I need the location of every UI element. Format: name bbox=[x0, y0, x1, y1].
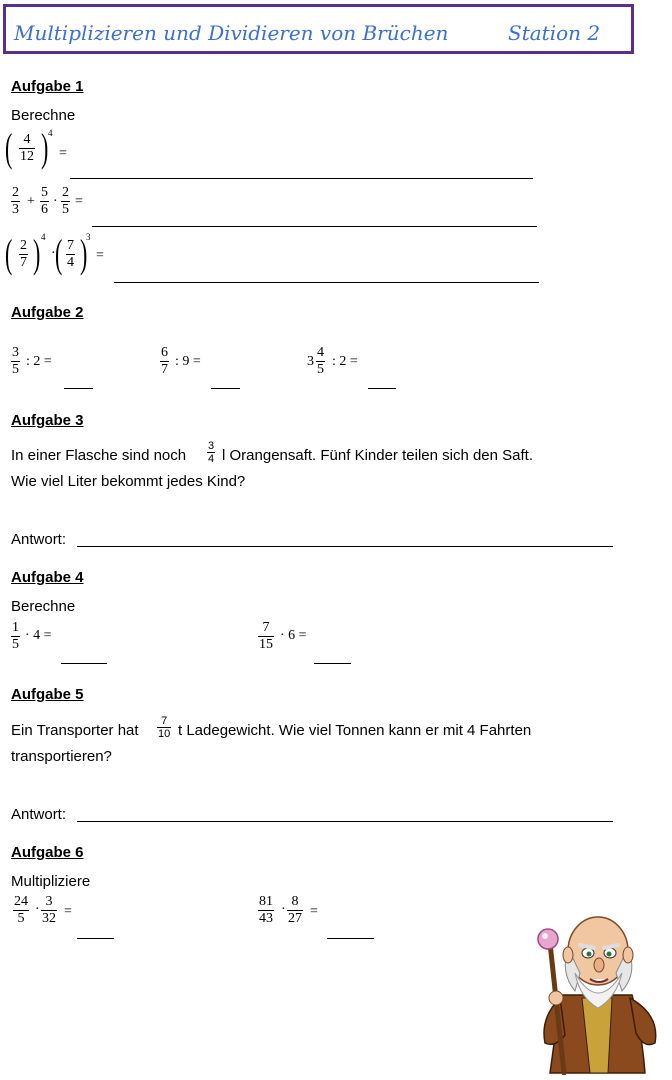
inline-fraction: $\frac{3}{4}$ bbox=[208, 440, 215, 465]
task-3-answer-label: Antwort: bbox=[11, 531, 67, 548]
fraction: $\frac{3}{5}$ bbox=[12, 345, 19, 377]
task-5-text-part-1: Ein Transporter hat bbox=[11, 722, 139, 739]
task-6-instruction: Multipliziere bbox=[11, 873, 91, 890]
task-4-heading: Aufgabe 4 bbox=[11, 569, 84, 586]
right-paren: ) bbox=[32, 231, 41, 276]
right-paren: ) bbox=[79, 231, 88, 276]
task-3-text-part-1: In einer Flasche sind noch bbox=[11, 447, 187, 464]
fraction: $\frac{2}{3}$ bbox=[12, 185, 19, 217]
fraction: $\frac{7}{15}$ bbox=[259, 620, 273, 652]
division-expression: : 9 = bbox=[175, 354, 201, 369]
left-paren: ( bbox=[54, 231, 63, 276]
division-expression: : 2 = bbox=[26, 354, 52, 369]
division-expression: : 2 = bbox=[332, 354, 358, 369]
answer-line bbox=[64, 388, 93, 389]
multiplication-expression: · 4 = bbox=[25, 628, 52, 643]
left-paren: ( bbox=[4, 125, 13, 170]
fraction: $\frac{6}{7}$ bbox=[161, 345, 168, 377]
task-3-heading: Aufgabe 3 bbox=[11, 412, 84, 429]
fraction: $\frac{24}{5}$ bbox=[14, 894, 28, 926]
fraction: $\frac{2}{5}$ bbox=[62, 185, 69, 217]
answer-line bbox=[211, 388, 240, 389]
answer-line bbox=[114, 282, 539, 283]
worksheet-title: Multiplizieren und Dividieren von Brüchen bbox=[14, 21, 449, 45]
task-4-instruction: Berechne bbox=[11, 598, 76, 615]
whole-number: 3 bbox=[307, 354, 314, 369]
exponent: 3 bbox=[86, 232, 91, 242]
fraction: $\frac{5}{6}$ bbox=[41, 185, 48, 217]
answer-line bbox=[70, 178, 533, 179]
task-5-heading: Aufgabe 5 bbox=[11, 686, 84, 703]
fraction: $\frac{2}{7}$ bbox=[20, 238, 27, 270]
dot-operator: · bbox=[53, 194, 58, 209]
fraction: $\frac{4}{12}$ bbox=[20, 132, 34, 164]
fraction: $\frac{1}{5}$ bbox=[12, 620, 19, 652]
dot-operator: · bbox=[35, 902, 40, 917]
fraction: $\frac{81}{43}$ bbox=[259, 894, 273, 926]
exponent: 4 bbox=[41, 232, 46, 242]
equals-sign: = bbox=[59, 146, 67, 161]
answer-line bbox=[314, 663, 351, 664]
fraction: $\frac{8}{27}$ bbox=[288, 894, 302, 926]
task-3-text-part-2: l Orangensaft. Fünf Kinder teilen sich den Saft. bbox=[222, 447, 534, 464]
dot-operator: · bbox=[281, 902, 286, 917]
equals-sign: = bbox=[64, 904, 72, 919]
dot-operator: · bbox=[51, 246, 56, 261]
answer-line bbox=[327, 938, 374, 939]
answer-line bbox=[77, 938, 114, 939]
answer-line bbox=[368, 388, 396, 389]
answer-line bbox=[61, 663, 107, 664]
task-2-heading: Aufgabe 2 bbox=[11, 304, 84, 321]
exponent: 4 bbox=[48, 128, 53, 138]
fraction: $\frac{7}{4}$ bbox=[67, 238, 74, 270]
equals-sign: = bbox=[75, 194, 83, 209]
fraction: $\frac{3}{32}$ bbox=[42, 894, 56, 926]
task-1-instruction: Berechne bbox=[11, 107, 76, 124]
left-paren: ( bbox=[4, 231, 13, 276]
station-label: Station 2 bbox=[508, 21, 601, 45]
equals-sign: = bbox=[310, 904, 318, 919]
right-paren: ) bbox=[40, 125, 49, 170]
plus-sign: + bbox=[27, 194, 35, 209]
task-5-text-part-3: transportieren? bbox=[11, 748, 112, 765]
task-5-answer-label: Antwort: bbox=[11, 806, 67, 823]
task-3-answer-line bbox=[77, 546, 613, 547]
fraction: $\frac{4}{5}$ bbox=[317, 345, 324, 377]
task-6-heading: Aufgabe 6 bbox=[11, 844, 84, 861]
equals-sign: = bbox=[96, 248, 104, 263]
wizard-illustration bbox=[520, 903, 670, 1075]
task-3-question: Wie viel Liter bekommt jedes Kind? bbox=[11, 473, 246, 490]
multiplication-expression: · 6 = bbox=[280, 628, 307, 643]
task-5-answer-line bbox=[77, 821, 613, 822]
answer-line bbox=[92, 226, 537, 227]
task-1-heading: Aufgabe 1 bbox=[11, 78, 84, 95]
task-5-text-part-2: t Ladegewicht. Wie viel Tonnen kann er mit 4 Fahrten bbox=[178, 722, 532, 739]
inline-fraction: $\frac{7}{10}$ bbox=[158, 715, 171, 740]
